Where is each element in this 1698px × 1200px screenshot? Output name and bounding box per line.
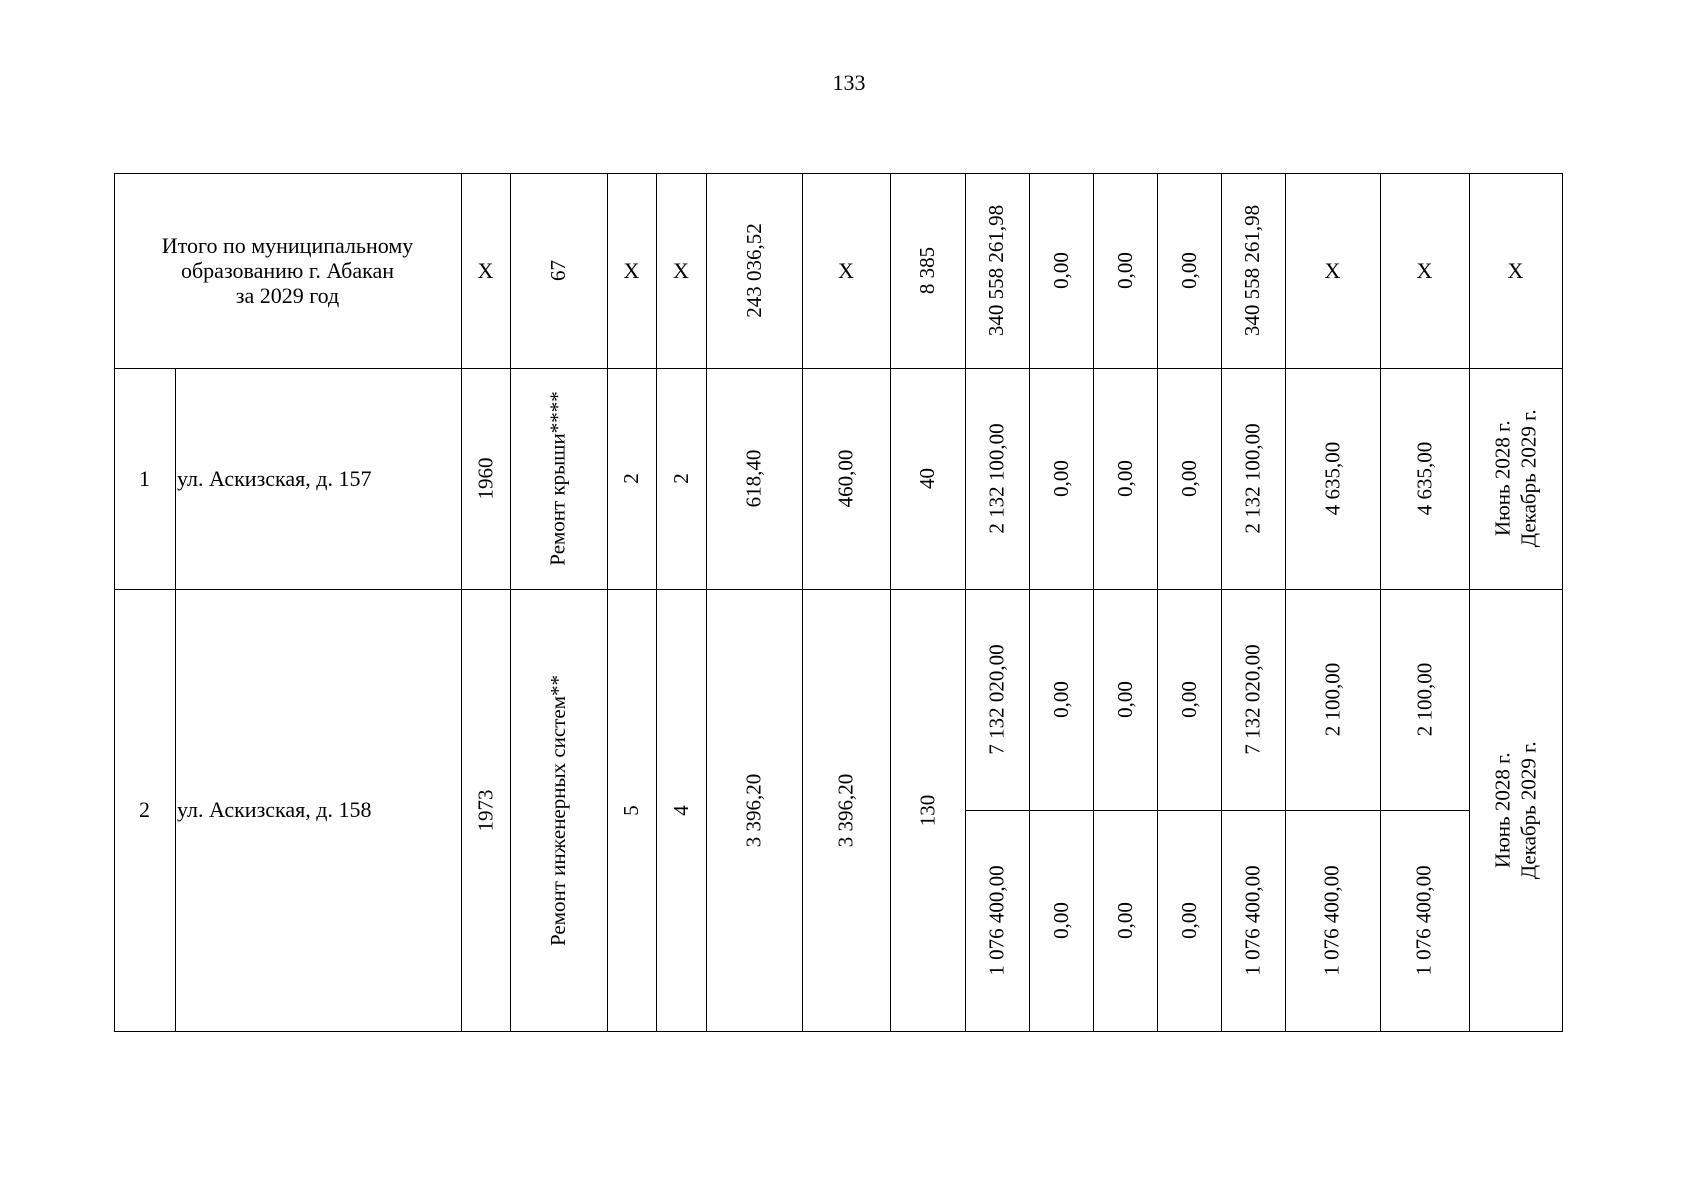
total-cost-cell (965, 173, 1029, 368)
row-floors-cell (607, 368, 656, 589)
row-address: ул. Аскизская, д. 158 (177, 797, 372, 823)
page-number: 133 (832, 70, 866, 95)
row-work-type: Ремонт крыши**** (546, 391, 570, 566)
total-budget-region: 0,00 (1112, 252, 1137, 289)
row-area-living-cell (802, 368, 890, 589)
row-budget-region-cell (1093, 368, 1157, 589)
row-residents-cell (890, 368, 965, 589)
table-border-bottom (114, 1031, 1563, 1032)
row-number: 2 (139, 797, 150, 823)
row-deadline: Июнь 2028 г. Декабрь 2029 г. (1490, 741, 1541, 879)
total-type: 67 (546, 260, 570, 281)
row-address: ул. Аскизская, д. 157 (177, 465, 372, 491)
row-deadline-cell (1469, 589, 1562, 1031)
total-budget-local: 0,00 (1176, 252, 1201, 289)
subrow-budget-local: 0,00 (1176, 902, 1201, 939)
row-area-total: 618,40 (741, 449, 766, 508)
row-year-cell (461, 589, 510, 1031)
row-area-total-cell (706, 368, 802, 589)
subrow-cost-total: 7 132 020,00 (984, 644, 1009, 755)
row-work-type: Ремонт инженерных систем** (546, 674, 570, 946)
row-unit-cost-max: 4 635,00 (1412, 441, 1436, 516)
subrow-budget-region: 0,00 (1112, 681, 1137, 718)
subrow-owners: 1 076 400,00 (1240, 865, 1265, 976)
subrow-fund-cell (1029, 810, 1093, 1031)
row-budget-local: 0,00 (1176, 460, 1201, 497)
total-residents: 8 385 (915, 246, 939, 295)
row-owners-cell (1221, 368, 1285, 589)
row-entrances: 4 (668, 804, 693, 816)
subrow-budget-local-cell (1157, 589, 1221, 810)
total-cost-total: 340 558 261,98 (984, 204, 1009, 337)
total-fund: 0,00 (1048, 252, 1073, 289)
subrow-unit-cost-max-cell (1380, 810, 1469, 1031)
row-floors: 5 (619, 804, 643, 816)
row-year: 1973 (473, 789, 497, 831)
row-entrances-cell (656, 589, 706, 1031)
subrow-owners: 7 132 020,00 (1240, 644, 1265, 755)
total-area-cell (706, 173, 802, 368)
row-number: 1 (139, 465, 150, 491)
subrow-unit-cost-max: 2 100,00 (1412, 662, 1436, 737)
row-area-living: 3 396,20 (833, 773, 858, 847)
total-deadline: Х (1507, 257, 1524, 283)
subrow-owners-cell (1221, 589, 1285, 810)
subrow-fund: 0,00 (1048, 902, 1073, 939)
row-work-cell (510, 589, 607, 1031)
total-entrances: Х (673, 257, 689, 283)
total-label (114, 173, 461, 368)
row-floors-cell (607, 589, 656, 1031)
table-border-right (1562, 173, 1563, 1031)
total-budget-local-cell (1157, 173, 1221, 368)
row-residents: 40 (915, 468, 939, 489)
total-label-line: образованию г. Абакан (180, 257, 395, 283)
subrow-cost-total: 1 076 400,00 (984, 865, 1009, 976)
row-entrances: 2 (668, 473, 693, 484)
subrow-budget-region: 0,00 (1112, 902, 1137, 939)
row-work-cell (510, 368, 607, 589)
row-residents-cell (890, 589, 965, 1031)
total-owners-cell (1221, 173, 1285, 368)
row-area-living: 460,00 (833, 449, 858, 508)
subrow-unit-cost-cell (1285, 589, 1380, 810)
total-owners: 340 558 261,98 (1240, 204, 1265, 337)
row-unit-cost-cell (1285, 368, 1380, 589)
row-area-living-cell (802, 589, 890, 1031)
subrow-fund: 0,00 (1048, 681, 1073, 718)
row-deadline: Июнь 2028 г. Декабрь 2029 г. (1490, 409, 1541, 548)
subrow-fund-cell (1029, 589, 1093, 810)
total-type-cell (510, 173, 607, 368)
subrow-unit-cost-max-cell (1380, 589, 1469, 810)
total-unit-cost: Х (1324, 257, 1341, 283)
subrow-budget-region-cell (1093, 810, 1157, 1031)
row-year-cell (461, 368, 510, 589)
row-entrances-cell (656, 368, 706, 589)
row-area-total-cell (706, 589, 802, 1031)
total-residents-cell (890, 173, 965, 368)
row-floors: 2 (619, 473, 643, 484)
row-budget-region: 0,00 (1112, 460, 1137, 497)
row-cost-total: 2 132 100,00 (984, 423, 1009, 534)
row-year: 1960 (473, 457, 497, 500)
total-unit-cost-max: Х (1416, 257, 1433, 283)
total-area-living: Х (838, 257, 854, 283)
row-residents: 130 (915, 794, 939, 826)
subrow-budget-region-cell (1093, 589, 1157, 810)
row-fund-cell (1029, 368, 1093, 589)
row-deadline-cell (1469, 368, 1562, 589)
subrow-cost-cell (965, 589, 1029, 810)
total-budget-region-cell (1093, 173, 1157, 368)
subrow-cost-cell (965, 810, 1029, 1031)
subrow-unit-cost: 2 100,00 (1320, 662, 1344, 737)
total-label-line: за 2029 год (235, 283, 340, 309)
total-year: Х (477, 257, 494, 283)
subrow-budget-local-cell (1157, 810, 1221, 1031)
row-fund: 0,00 (1048, 460, 1073, 497)
row-owners: 2 132 100,00 (1240, 423, 1265, 534)
subrow-budget-local: 0,00 (1176, 681, 1201, 718)
subrow-owners-cell (1221, 810, 1285, 1031)
row-budget-local-cell (1157, 368, 1221, 589)
total-floors: Х (623, 257, 640, 283)
subrow-unit-cost-max: 1 076 400,00 (1412, 865, 1436, 976)
row-unit-cost-max-cell (1380, 368, 1469, 589)
total-fund-cell (1029, 173, 1093, 368)
row-cost-cell (965, 368, 1029, 589)
subrow-unit-cost-cell (1285, 810, 1380, 1031)
subrow-unit-cost: 1 076 400,00 (1320, 865, 1344, 976)
row-unit-cost: 4 635,00 (1320, 441, 1344, 516)
total-area-total: 243 036,52 (741, 223, 766, 318)
total-label-line: Итого по муниципальному (161, 232, 414, 258)
row-area-total: 3 396,20 (741, 773, 766, 847)
